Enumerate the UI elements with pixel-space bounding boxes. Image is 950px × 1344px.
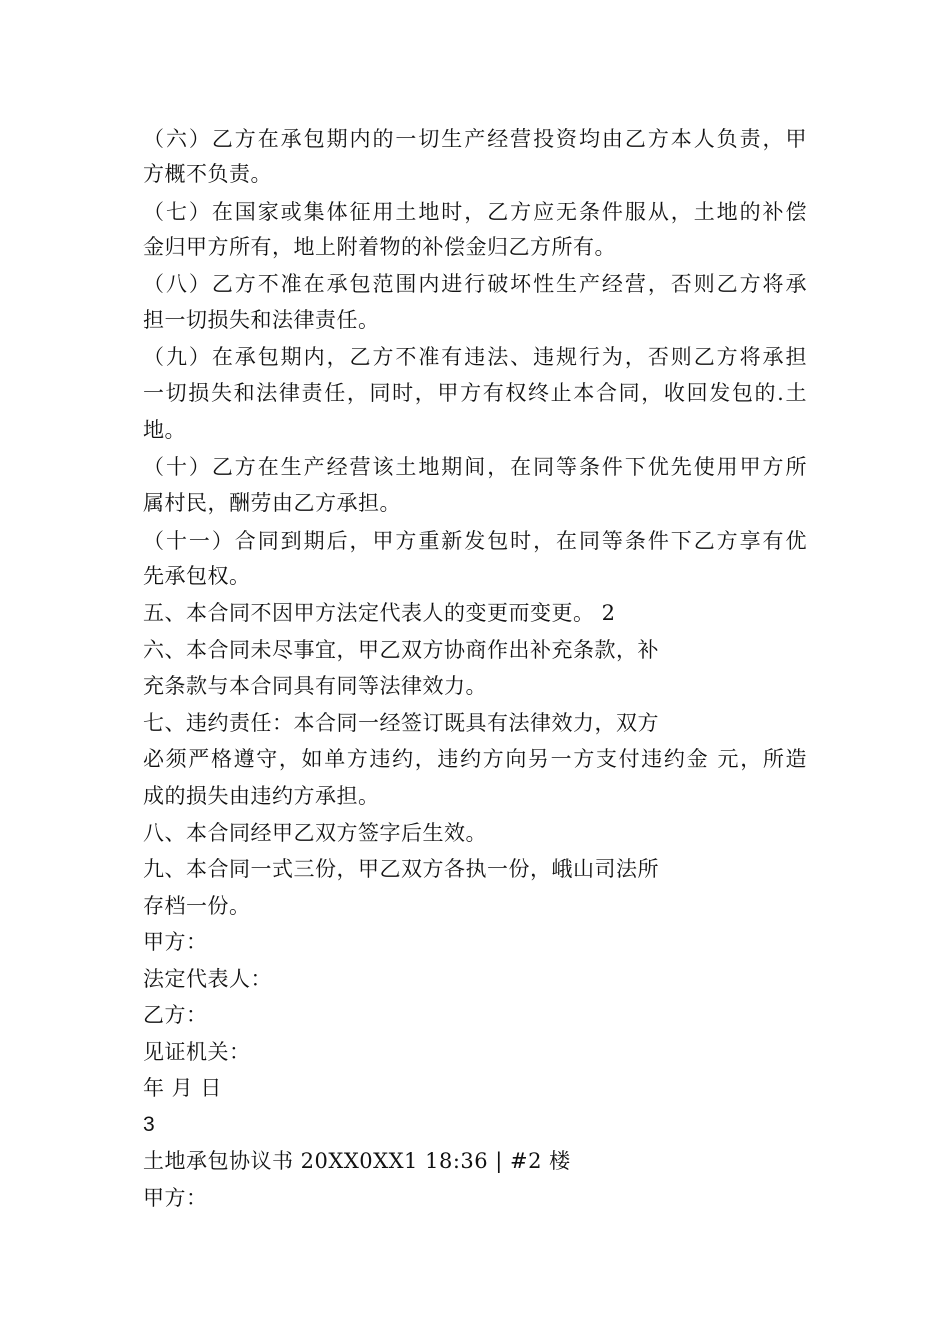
section-9-line-2: 存档一份。 bbox=[143, 894, 251, 918]
party-a-label-2: 甲方： bbox=[143, 1186, 208, 1210]
date-line: 年 月 日 bbox=[143, 1076, 222, 1100]
section-6-line-2: 充条款与本合同具有同等法律效力。 bbox=[143, 674, 487, 698]
section-9-line-1: 九、本合同一式三份，甲乙双方各执一份，峨山司法所 bbox=[143, 857, 659, 881]
clause-6-line-2: 方概不负责。 bbox=[143, 162, 272, 186]
clause-7-line-1: （七）在国家或集体征用土地时，乙方应无条件服从，土地的补偿 bbox=[143, 200, 807, 224]
clause-8-line-1: （八）乙方不准在承包范围内进行破坏性生产经营，否则乙方将承 bbox=[143, 272, 807, 296]
clause-9-line-2: 一切损失和法律责任，同时，甲方有权终止本合同，收回发包的.土 bbox=[143, 381, 807, 405]
party-a-label: 甲方： bbox=[143, 930, 208, 954]
section-7-line-1: 七、违约责任：本合同一经签订既具有法律效力，双方 bbox=[143, 711, 659, 735]
post-header-line: 土地承包协议书 20XX0XX1 18:36 | #2 楼 bbox=[143, 1149, 571, 1173]
section-6-line-1: 六、本合同未尽事宜，甲乙双方协商作出补充条款，补 bbox=[143, 638, 659, 662]
party-b-label: 乙方： bbox=[143, 1003, 208, 1027]
clause-9-line-1: （九）在承包期内，乙方不准有违法、违规行为，否则乙方将承担 bbox=[143, 345, 807, 369]
section-5-line: 五、本合同不因甲方法定代表人的变更而变更。 2 bbox=[143, 601, 616, 625]
clause-7-line-2: 金归甲方所有，地上附着物的补偿金归乙方所有。 bbox=[143, 235, 616, 259]
clause-11-line-2: 先承包权。 bbox=[143, 564, 251, 588]
clause-11-line-1: （十一）合同到期后，甲方重新发包时，在同等条件下乙方享有优 bbox=[143, 529, 807, 553]
section-8-line: 八、本合同经甲乙双方签字后生效。 bbox=[143, 821, 487, 845]
section-7-line-3: 成的损失由违约方承担。 bbox=[143, 784, 380, 808]
clause-10-line-1: （十）乙方在生产经营该土地期间，在同等条件下优先使用甲方所 bbox=[143, 455, 807, 479]
clause-10-line-2: 属村民，酬劳由乙方承担。 bbox=[143, 491, 401, 515]
section-7-line-2: 必须严格遵守，如单方违约，违约方向另一方支付违约金 元，所造 bbox=[143, 747, 807, 771]
clause-8-line-2: 担一切损失和法律责任。 bbox=[143, 308, 380, 332]
page-number: 3 bbox=[143, 1113, 156, 1136]
legal-representative-label: 法定代表人： bbox=[143, 967, 272, 991]
witness-authority-label: 见证机关： bbox=[143, 1040, 251, 1064]
clause-6-line-1: （六）乙方在承包期内的一切生产经营投资均由乙方本人负责，甲 bbox=[143, 127, 807, 151]
clause-9-line-3: 地。 bbox=[143, 418, 186, 442]
